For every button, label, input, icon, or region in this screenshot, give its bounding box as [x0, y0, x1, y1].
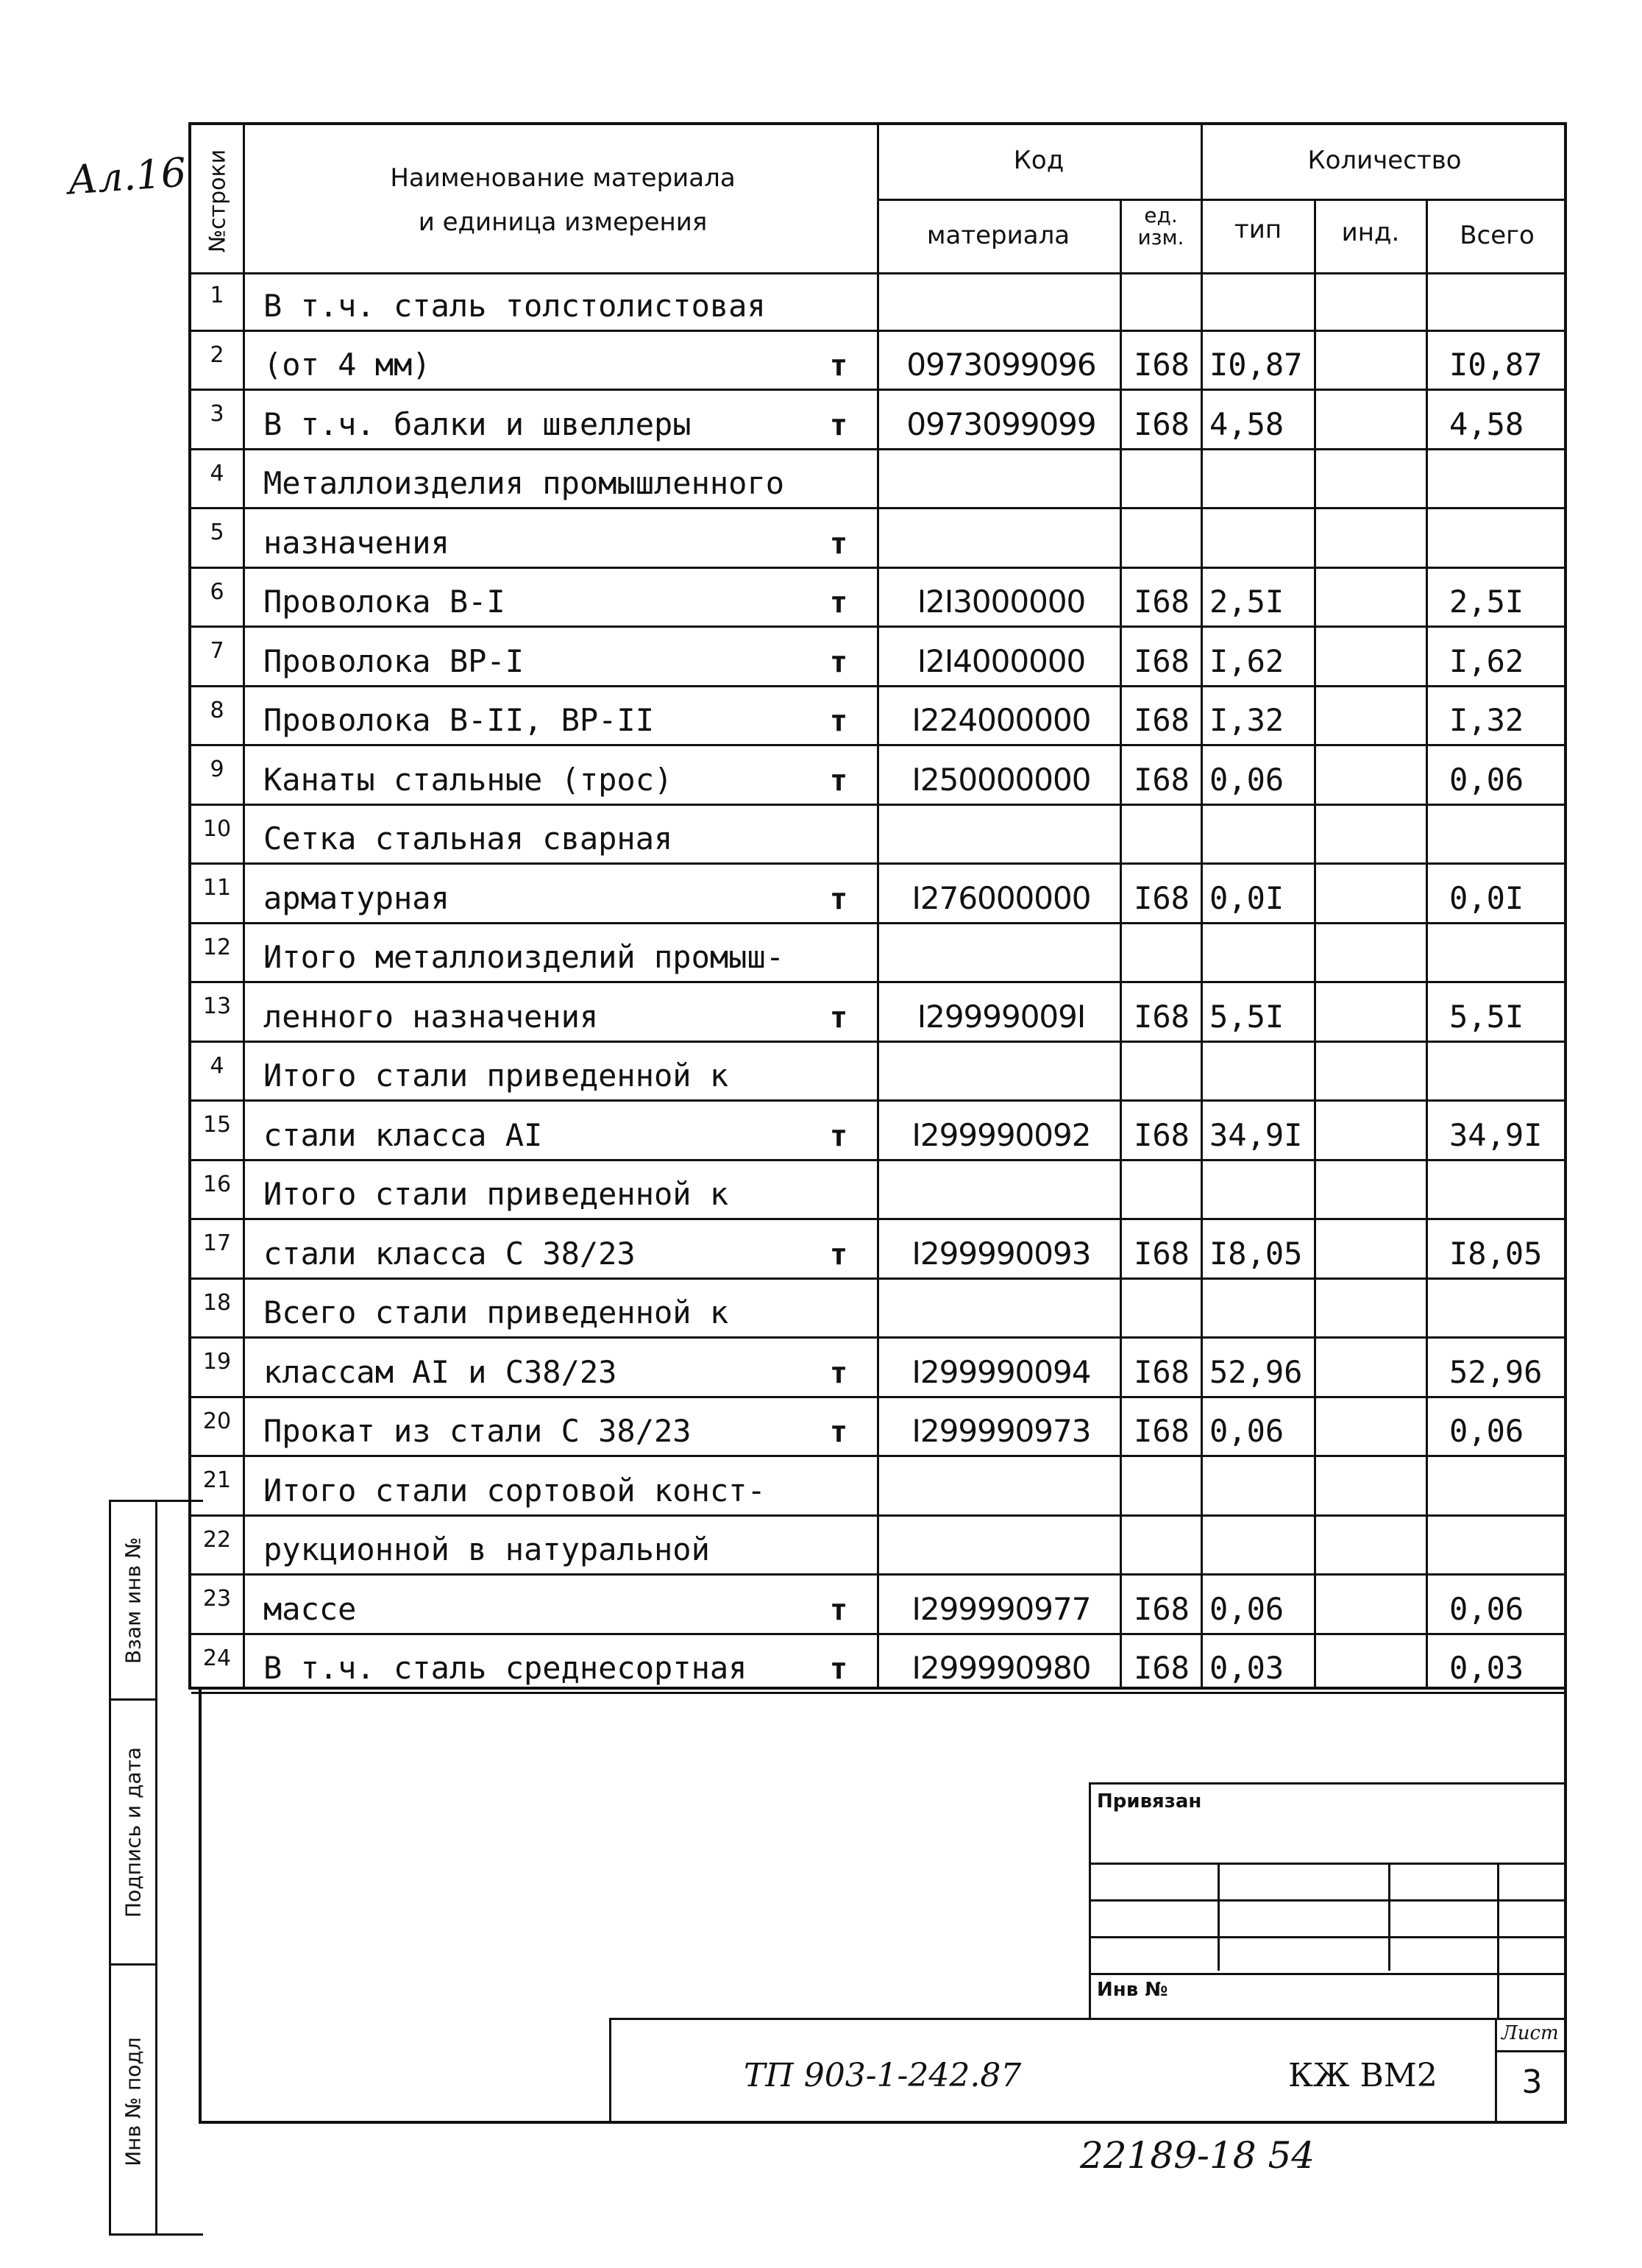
- row-name: В т.ч. сталь толстолистовая: [263, 287, 766, 324]
- row-unit: [802, 1043, 875, 1100]
- sheet-line: [1497, 2050, 1567, 2052]
- row-qty-ind: [1317, 1457, 1427, 1514]
- row-unit-code: [1122, 924, 1201, 982]
- qty-ind-header: инд.: [1341, 218, 1400, 247]
- row-unit: т: [829, 1237, 848, 1272]
- row-qty-total: 0,06: [1449, 761, 1524, 798]
- row-unit-code: I68: [1134, 1353, 1190, 1390]
- row-qty-type: I,62: [1209, 642, 1284, 679]
- row-qty-type: 0,0I: [1209, 879, 1284, 916]
- row-qty-total: [1427, 272, 1567, 330]
- row-number: 9: [210, 756, 224, 782]
- table-row: [191, 1339, 1564, 1398]
- row-qty-total: [1427, 1517, 1567, 1574]
- row-qty-type: [1204, 1161, 1314, 1219]
- row-qty-total: [1427, 450, 1567, 508]
- row-material-code: [880, 272, 1123, 330]
- row-qty-ind: [1317, 509, 1427, 567]
- table-row: [191, 1517, 1564, 1576]
- row-qty-type: [1204, 806, 1314, 863]
- row-qty-total: I,62: [1449, 642, 1524, 679]
- row-number: 22: [202, 1526, 232, 1553]
- row-unit-code: [1122, 1161, 1201, 1219]
- table-row: [191, 450, 1564, 510]
- row-qty-type: [1204, 1457, 1314, 1514]
- row-unit-code: I68: [1134, 761, 1190, 798]
- row-unit: т: [829, 763, 848, 798]
- corner-note: Ал.16: [65, 149, 188, 204]
- row-qty-type: [1204, 1517, 1314, 1574]
- row-unit-code: [1122, 450, 1201, 508]
- stamp-line: [1091, 1936, 1567, 1938]
- qty-type-header: тип: [1234, 215, 1282, 244]
- row-name: Металлоизделия промышленного: [263, 465, 785, 501]
- row-qty-total: [1427, 1161, 1567, 1219]
- row-qty-type: [1204, 924, 1314, 982]
- row-qty-type: [1204, 272, 1314, 330]
- table-row: [191, 746, 1564, 806]
- row-qty-total: 52,96: [1449, 1353, 1543, 1390]
- row-material-code: I299990093: [911, 1235, 1091, 1272]
- row-name: Итого стали приведенной к: [263, 1176, 729, 1212]
- table-row: [191, 1161, 1564, 1221]
- privyazan-stamp: [1089, 1782, 1567, 2018]
- table-row: [191, 272, 1564, 332]
- row-qty-total: 0,06: [1449, 1590, 1524, 1627]
- row-name: Прокат из стали С 38/23: [263, 1413, 692, 1449]
- row-unit-code: [1122, 1280, 1201, 1337]
- row-qty-type: 0,03: [1209, 1650, 1284, 1686]
- row-qty-ind: [1317, 806, 1427, 863]
- row-name: В т.ч. сталь среднесортная: [263, 1650, 747, 1686]
- row-unit: [802, 806, 875, 863]
- row-unit: т: [829, 1119, 848, 1153]
- inv-no-label: Инв №: [1097, 1979, 1168, 2001]
- row-number-header: №строки: [205, 149, 231, 253]
- row-unit-code: I68: [1134, 1650, 1190, 1686]
- row-number: 20: [202, 1408, 232, 1434]
- row-unit: т: [829, 526, 848, 561]
- row-qty-ind: [1317, 746, 1427, 804]
- row-unit: т: [829, 1415, 848, 1449]
- row-qty-total: 0,06: [1449, 1413, 1524, 1449]
- table-row: [191, 569, 1564, 628]
- row-qty-total: I8,05: [1449, 1235, 1543, 1272]
- row-unit: т: [829, 1356, 848, 1390]
- materials-table: [188, 122, 1567, 1690]
- row-number: 18: [202, 1289, 232, 1316]
- row-name: арматурная: [263, 879, 449, 916]
- row-unit-code: I68: [1134, 347, 1190, 383]
- row-unit-code: [1122, 509, 1201, 567]
- row-qty-type: I,32: [1209, 702, 1284, 738]
- row-number: 12: [202, 934, 232, 960]
- row-name: ленного назначения: [263, 998, 599, 1035]
- row-name: В т.ч. балки и швеллеры: [263, 405, 692, 442]
- row-qty-type: 0,06: [1209, 1413, 1284, 1449]
- row-qty-ind: [1317, 1102, 1427, 1159]
- row-name: стали класса С 38/23: [263, 1235, 636, 1272]
- row-qty-total: 0,0I: [1449, 879, 1524, 916]
- row-material-code: I299990094: [911, 1353, 1091, 1390]
- row-unit-code: I68: [1134, 998, 1190, 1035]
- row-qty-total: 2,5I: [1449, 584, 1524, 620]
- row-number: 8: [210, 697, 224, 723]
- side-divider: [155, 1502, 157, 2233]
- row-qty-total: 34,9I: [1449, 1116, 1543, 1153]
- unit-header: ед. изм.: [1137, 203, 1184, 249]
- row-unit-code: I68: [1134, 584, 1190, 620]
- stamp-col: [1388, 1863, 1390, 1971]
- row-unit-code: I68: [1134, 1235, 1190, 1272]
- row-number: 3: [210, 401, 224, 427]
- stamp-line: [1091, 1973, 1567, 1975]
- table-row: [191, 1280, 1564, 1339]
- row-qty-total: [1427, 924, 1567, 982]
- row-material-code: [880, 509, 1123, 567]
- row-number: 11: [202, 875, 232, 901]
- row-name: массе: [263, 1590, 357, 1627]
- bottom-handwritten-note: 22189-18 54: [1080, 2134, 1315, 2177]
- row-qty-total: 5,5I: [1449, 998, 1524, 1035]
- row-unit: [802, 1517, 875, 1574]
- table-row: [191, 1576, 1564, 1635]
- row-material-code: 0973099099: [906, 405, 1096, 442]
- table-row: [191, 687, 1564, 747]
- table-row: [191, 806, 1564, 865]
- side-inv-podl: Инв № подл: [121, 2037, 146, 2166]
- row-unit-code: [1122, 1517, 1201, 1574]
- row-unit-code: I68: [1134, 642, 1190, 679]
- row-unit: [802, 1457, 875, 1514]
- row-qty-type: 0,06: [1209, 761, 1284, 798]
- name-header-line2: и единица измерения: [418, 208, 708, 237]
- table-row: [191, 983, 1564, 1043]
- row-qty-ind: [1317, 865, 1427, 922]
- row-number: 21: [202, 1467, 232, 1493]
- row-unit: т: [829, 586, 848, 620]
- row-qty-type: 2,5I: [1209, 584, 1284, 620]
- row-number: 6: [210, 578, 224, 605]
- name-header-line1: Наименование материала: [390, 163, 736, 193]
- row-unit: т: [829, 1000, 848, 1035]
- row-qty-ind: [1317, 391, 1427, 448]
- row-qty-ind: [1317, 1161, 1427, 1219]
- row-qty-type: 4,58: [1209, 405, 1284, 442]
- row-name: (от 4 мм): [263, 347, 431, 383]
- row-name: Проволока В-I: [263, 584, 505, 620]
- row-qty-ind: [1317, 1339, 1427, 1396]
- row-unit: т: [829, 1592, 848, 1627]
- row-material-code: I29999009I: [917, 998, 1086, 1035]
- row-unit: [802, 272, 875, 330]
- table-row: [191, 332, 1564, 391]
- row-qty-type: 5,5I: [1209, 998, 1284, 1035]
- row-qty-ind: [1317, 450, 1427, 508]
- row-material-code: I2I3000000: [917, 584, 1086, 620]
- side-strip: [109, 1500, 203, 2236]
- row-qty-type: 0,06: [1209, 1590, 1284, 1627]
- row-qty-type: [1204, 1043, 1314, 1100]
- row-material-code: [880, 924, 1123, 982]
- row-qty-ind: [1317, 332, 1427, 389]
- row-qty-type: I0,87: [1209, 347, 1303, 383]
- row-name: Канаты стальные (трос): [263, 761, 673, 798]
- title-block: [609, 2018, 1567, 2124]
- table-row: [191, 1635, 1564, 1695]
- row-number: 2: [210, 341, 224, 368]
- row-unit: [802, 1280, 875, 1337]
- sheet-number: 3: [1521, 2063, 1543, 2101]
- row-number: 19: [202, 1349, 232, 1375]
- row-name: Всего стали приведенной к: [263, 1294, 729, 1330]
- row-unit-code: [1122, 272, 1201, 330]
- row-number: 17: [202, 1230, 232, 1256]
- row-unit-code: I68: [1134, 702, 1190, 738]
- row-qty-total: [1427, 509, 1567, 567]
- row-unit: т: [829, 645, 848, 679]
- row-unit-code: [1122, 1043, 1201, 1100]
- row-name: Проволока ВР-I: [263, 642, 525, 679]
- row-name: Итого стали сортовой конст-: [263, 1472, 766, 1509]
- stamp-col: [1218, 1863, 1220, 1971]
- row-number: 10: [202, 815, 232, 842]
- quantity-header: Количество: [1307, 146, 1462, 175]
- row-number: 1: [210, 283, 224, 308]
- row-unit: т: [829, 408, 848, 442]
- row-material-code: I299990092: [911, 1116, 1091, 1153]
- row-qty-type: [1204, 509, 1314, 567]
- row-unit-code: I68: [1134, 1116, 1190, 1153]
- row-qty-ind: [1317, 983, 1427, 1041]
- row-material-code: I276000000: [911, 879, 1091, 916]
- row-qty-total: 0,03: [1449, 1650, 1524, 1686]
- row-unit-code: I68: [1134, 1413, 1190, 1449]
- row-unit: [802, 924, 875, 982]
- row-material-code: I224000000: [911, 702, 1091, 738]
- row-unit-code: I68: [1134, 879, 1190, 916]
- row-number: 16: [202, 1171, 232, 1197]
- row-number: 23: [202, 1586, 232, 1612]
- table-row: [191, 1102, 1564, 1161]
- row-material-code: [880, 450, 1123, 508]
- row-qty-total: [1427, 806, 1567, 863]
- row-unit: т: [829, 1652, 848, 1686]
- row-material-code: [880, 806, 1123, 863]
- row-name: классам AI и С38/23: [263, 1353, 617, 1390]
- stamp-line: [1091, 1863, 1567, 1865]
- privyazan-label: Привязан: [1097, 1790, 1202, 1812]
- row-qty-ind: [1317, 687, 1427, 745]
- table-row: [191, 509, 1564, 569]
- table-row: [191, 865, 1564, 924]
- row-name: рукционной в натуральной: [263, 1531, 710, 1567]
- row-unit: [802, 450, 875, 508]
- row-name: стали класса AI: [263, 1116, 543, 1153]
- header-divider: [877, 199, 1564, 201]
- row-qty-ind: [1317, 1517, 1427, 1574]
- row-qty-ind: [1317, 628, 1427, 685]
- row-qty-total: 4,58: [1449, 405, 1524, 442]
- row-qty-type: [1204, 450, 1314, 508]
- stamp-col: [1497, 1863, 1499, 2018]
- qty-total-header: Всего: [1460, 221, 1535, 250]
- row-name: назначения: [263, 524, 449, 561]
- row-qty-total: I0,87: [1449, 347, 1543, 383]
- row-material-code: I2I4000000: [917, 642, 1086, 679]
- row-qty-ind: [1317, 924, 1427, 982]
- row-qty-type: 34,9I: [1209, 1116, 1303, 1153]
- row-name: Проволока В-II, ВР-II: [263, 702, 655, 738]
- code-material-header: материала: [926, 221, 1070, 250]
- row-qty-type: 52,96: [1209, 1353, 1303, 1390]
- row-qty-type: I8,05: [1209, 1235, 1303, 1272]
- row-unit-code: [1122, 806, 1201, 863]
- table-row: [191, 628, 1564, 687]
- code-header: Код: [1013, 146, 1065, 175]
- row-material-code: [880, 1457, 1123, 1514]
- row-qty-ind: [1317, 1043, 1427, 1100]
- doc-code: ТП 903-1-242.87: [744, 2057, 1022, 2094]
- row-material-code: [880, 1161, 1123, 1219]
- row-qty-total: [1427, 1457, 1567, 1514]
- row-unit-code: I68: [1134, 405, 1190, 442]
- row-material-code: I299990973: [911, 1413, 1091, 1449]
- row-unit-code: I68: [1134, 1590, 1190, 1627]
- row-number: 13: [202, 993, 232, 1019]
- row-number: 15: [202, 1112, 232, 1138]
- row-name: Итого стали приведенной к: [263, 1057, 729, 1094]
- row-unit: т: [829, 704, 848, 738]
- row-material-code: I299990980: [911, 1650, 1091, 1686]
- row-material-code: [880, 1043, 1123, 1100]
- row-qty-ind: [1317, 1398, 1427, 1456]
- row-material-code: 0973099096: [906, 347, 1096, 383]
- row-qty-ind: [1317, 1220, 1427, 1277]
- sheet-box: [1495, 2018, 1567, 2124]
- row-unit: [802, 1161, 875, 1219]
- row-number: 7: [210, 638, 224, 664]
- row-unit: т: [829, 882, 848, 916]
- table-row: [191, 1398, 1564, 1458]
- row-qty-total: [1427, 1043, 1567, 1100]
- row-qty-ind: [1317, 1576, 1427, 1633]
- row-unit: т: [829, 349, 848, 383]
- side-podpis-data: Подпись и дата: [111, 1701, 155, 1966]
- row-material-code: I299990977: [911, 1590, 1091, 1627]
- stamp-line: [1091, 1899, 1567, 1902]
- table-row: [191, 924, 1564, 984]
- row-material-code: [880, 1280, 1123, 1337]
- row-name: Итого металлоизделий промыш-: [263, 939, 785, 975]
- row-qty-ind: [1317, 1635, 1427, 1693]
- row-qty-type: [1204, 1280, 1314, 1337]
- row-qty-ind: [1317, 569, 1427, 626]
- sheet-label: Лист: [1501, 2022, 1559, 2044]
- row-qty-ind: [1317, 1280, 1427, 1337]
- row-number: 5: [210, 520, 224, 545]
- row-name: Сетка стальная сварная: [263, 821, 673, 857]
- row-number: 24: [202, 1645, 232, 1671]
- table-row: [191, 1220, 1564, 1280]
- row-qty-ind: [1317, 272, 1427, 330]
- side-vzam-inv: Взам инв №: [111, 1502, 155, 1701]
- row-material-code: I250000000: [911, 761, 1091, 798]
- row-material-code: [880, 1517, 1123, 1574]
- table-row: [191, 391, 1564, 450]
- row-unit-code: [1122, 1457, 1201, 1514]
- row-qty-total: [1427, 1280, 1567, 1337]
- row-number: 4: [210, 1052, 224, 1079]
- row-qty-total: I,32: [1449, 702, 1524, 738]
- table-row: [191, 1043, 1564, 1102]
- row-number: 4: [210, 460, 224, 486]
- table-row: [191, 1457, 1564, 1517]
- doc-mark: КЖ ВМ2: [1288, 2057, 1437, 2094]
